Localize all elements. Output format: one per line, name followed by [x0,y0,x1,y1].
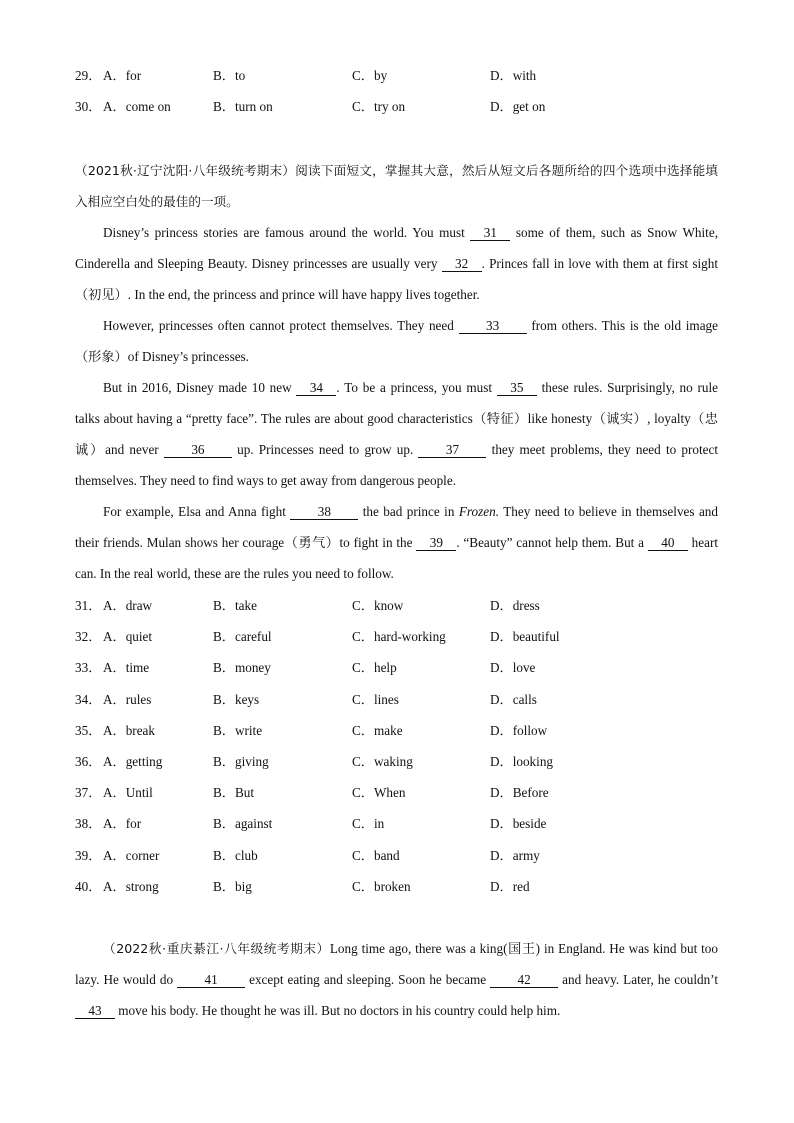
option-c: C．know [352,598,404,613]
option-b: B．big [213,878,252,894]
option-c: C．try on [352,99,406,114]
question-number: 37． [75,785,102,801]
option-b: B．money [213,660,271,676]
option-b: B．giving [213,754,269,769]
passage-text: and heavy. Later, he couldn’t [558,972,718,987]
question-number: 35． [75,722,102,738]
option-c: C．waking [352,754,413,769]
question-number: 32． [75,629,102,645]
option-a: A．draw [103,598,153,613]
blank-41: 41 [177,972,245,988]
passage-text: . Princes fall in love with them at first sight（初见）. In the end, the princess and prince will have happy lives together. [75,256,718,302]
option-c: C．help [352,660,397,676]
option-b: B．club [213,847,258,863]
option-a: A．for [103,68,142,83]
option-b: B．write [213,722,263,738]
passage-text: . “Beauty” cannot help them. But a [456,535,648,550]
option-a: A．come on [103,99,171,114]
option-d: D．dress [490,598,540,613]
option-c: C．broken [352,878,411,894]
passage-text: Disney’s princess stories are famous around the world. You must [103,225,471,240]
option-c: C．by [352,68,388,83]
option-b: B．take [213,598,257,613]
passage-text: the bad prince in [358,504,459,519]
blank-33: 33 [459,318,527,334]
passage-text: However, princesses often cannot protect themselves. They need [103,318,459,333]
passage-text: they meet problems, they need to protect themselves. They need to find ways to get away from dangerous people. [75,442,719,488]
blank-35: 35 [497,380,537,396]
option-a: A．time [103,660,150,676]
section-header: （2021秋·辽宁沈阳·八年级统考期末）阅读下面短文，掌握其大意，然后从短文后各题所给的四个选项中选择能填入相应空白处的最佳的一项。 [75,163,718,209]
option-d: D．calls [490,691,537,707]
option-d: D．with [490,68,537,83]
question-number: 40． [75,878,102,894]
question-number: 38． [75,816,102,832]
blank-42: 42 [490,972,558,988]
passage-text: But in 2016, Disney made 10 new [103,380,297,395]
option-c: C．When [352,785,406,801]
passage-text: except eating and sleeping. Soon he became [245,972,491,987]
option-a: A．break [103,722,155,738]
option-c: C．in [352,816,385,832]
passage-text: For example, Elsa and Anna fight [103,504,291,519]
blank-36: 36 [164,442,232,458]
passage-paragraph [75,933,718,1026]
option-d: D．Before [490,785,549,801]
blank-40: 40 [648,535,688,551]
option-c: C．band [352,847,400,863]
question-number: 39． [75,847,102,863]
passage-paragraph-1 [75,217,718,310]
passage-text: Long time ago, there was a king(国王) in England. He was kind but too lazy. He would do [75,941,718,987]
question-number: 36． [75,754,102,769]
option-d: D．beautiful [490,629,560,645]
blank-37: 37 [418,442,486,458]
option-d: D．love [490,660,536,676]
option-c: C．hard-working [352,629,446,645]
option-b: B．to [213,68,246,83]
option-a: A．rules [103,691,152,707]
option-a: A．getting [103,754,163,769]
blank-39: 39 [416,535,456,551]
option-c: C．lines [352,691,399,707]
passage-text: heart can. In the real world, these are the rules you need to follow. [75,535,719,581]
option-a: A．for [103,816,142,832]
blank-38: 38 [290,504,358,520]
question-number: 33． [75,660,102,676]
question-number: 29． [75,68,102,83]
passage-section-2 [75,933,718,1026]
option-a: A．quiet [103,629,153,645]
question-number: 34． [75,691,102,707]
blank-32: 32 [442,256,482,272]
option-b: B．careful [213,629,272,645]
option-d: D．beside [490,816,547,832]
passage-text: up. Princesses need to grow up. [231,442,419,457]
option-d: D．red [490,878,530,894]
section-header: （2022秋·重庆綦江·八年级统考期末） [103,941,330,956]
question-number: 30． [75,99,102,114]
question-number: 31． [75,598,102,613]
passage-text: They need to believe in themselves and their friends. Mulan shows her courage（勇气）to fight in the [75,504,718,550]
blank-31: 31 [470,225,510,241]
movie-title: Frozen. [458,504,500,519]
option-b: B．keys [213,691,260,707]
blank-34: 34 [296,380,336,396]
option-b: B．turn on [213,99,273,114]
option-d: D．army [490,847,540,863]
passage-text: from others. This is the old image（形象）of Disney’s princesses. [75,318,718,364]
passage-paragraph-4 [75,496,718,589]
blank-43: 43 [75,1003,115,1019]
option-d: D．follow [490,722,548,738]
option-d: D．get on [490,99,546,114]
option-a: A．corner [103,847,160,863]
option-a: A．Until [103,785,153,801]
option-b: B．against [213,816,273,832]
passage-text: move his body. He thought he was ill. But no doctors in his country could help him. [115,1003,561,1018]
passage-text: . To be a princess, you must [336,380,497,395]
passage-section-1 [75,155,718,589]
passage-paragraph-3 [75,372,718,496]
option-d: D．looking [490,754,554,769]
passage-text: some of them, such as Snow White, Cinderella and Sleeping Beauty. Disney princesses are usually very [75,225,718,271]
passage-text: these rules. Surprisingly, no rule talks about having a “pretty face”. The rules are about good characteristics（特征）like honesty（诚实）, loyalty（忠诚）and never [75,380,719,457]
passage-paragraph-2 [75,310,718,372]
option-c: C．make [352,722,403,738]
option-a: A．strong [103,878,159,894]
option-b: B．But [213,785,255,801]
